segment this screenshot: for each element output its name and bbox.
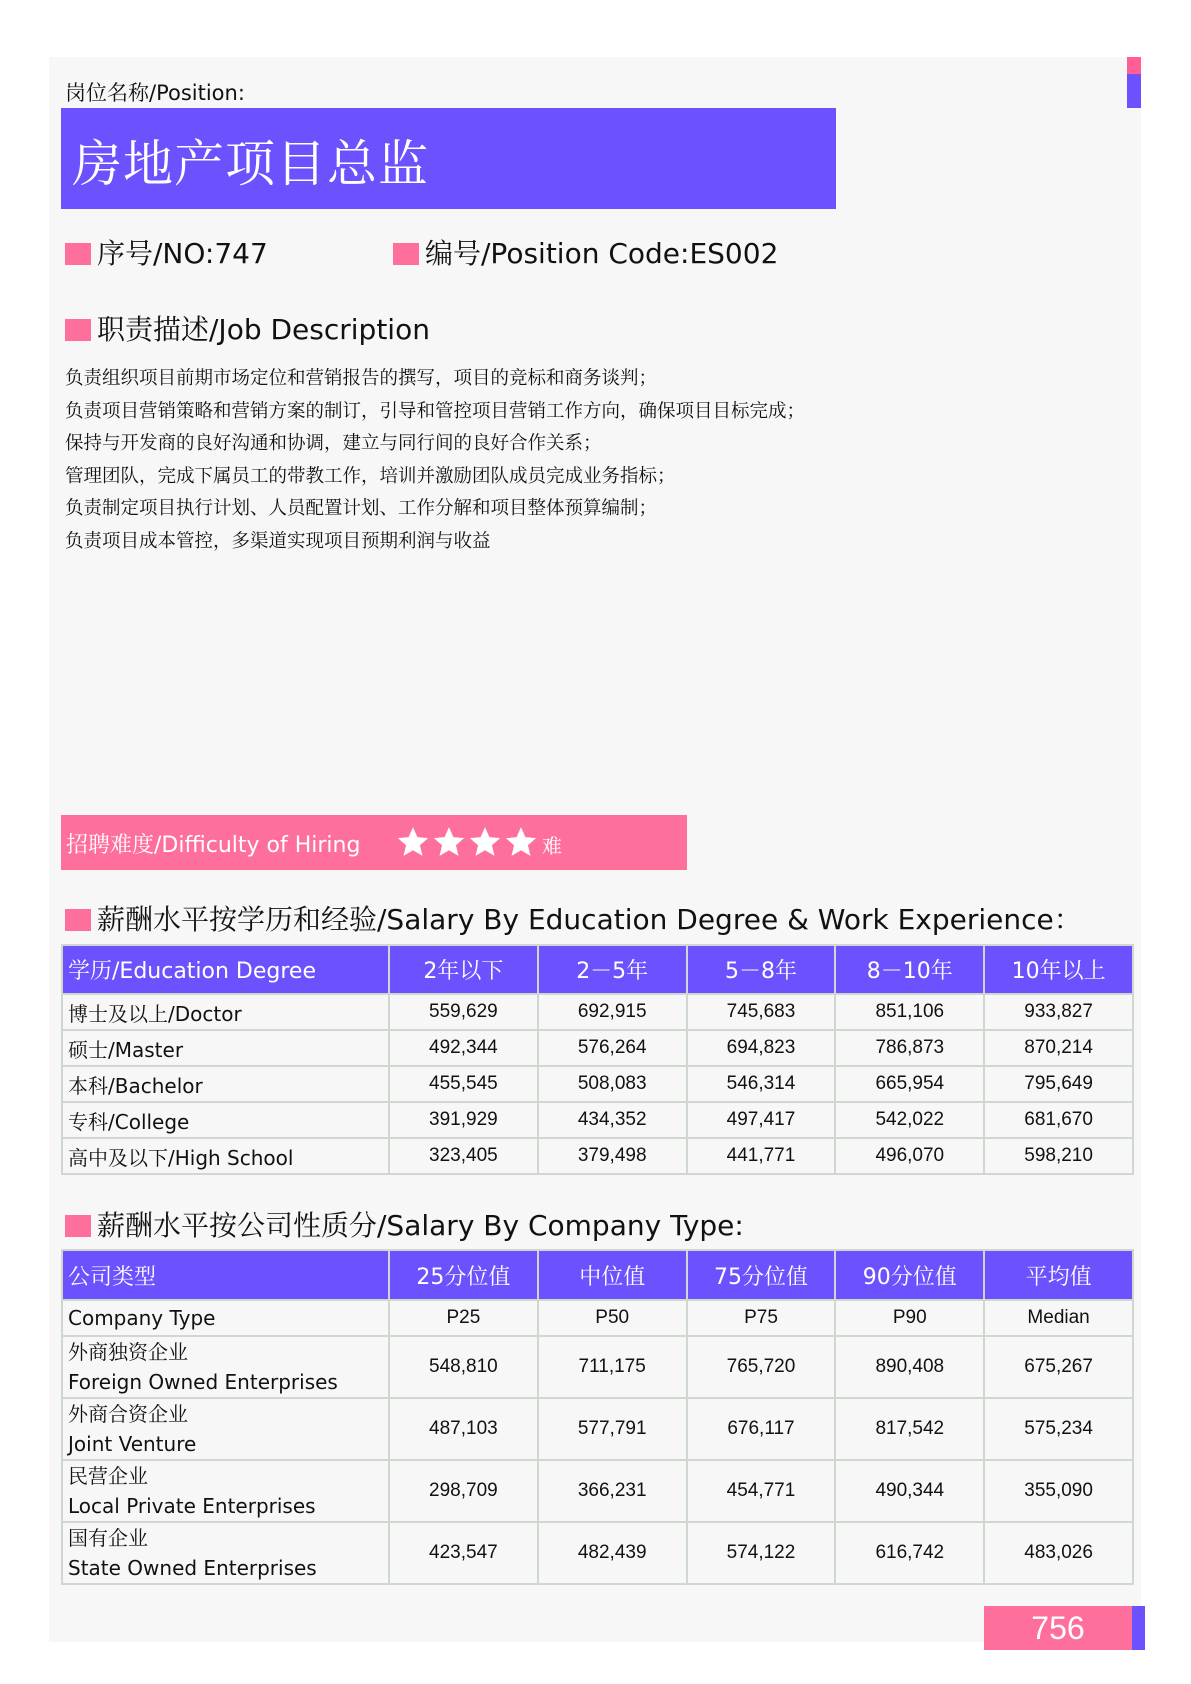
column-header: 2－5年 (538, 945, 687, 994)
row-label-cn: 国有企业 (68, 1526, 148, 1550)
row-label-cn: 外商合资企业 (68, 1402, 188, 1426)
table-cell: 542,022 (835, 1102, 984, 1138)
table-cell: 765,720 (687, 1336, 836, 1398)
row-label (62, 1398, 389, 1460)
row-label-en: Joint Venture (68, 1432, 197, 1456)
salary-company-table (61, 1249, 1134, 1585)
row-label: 本科/Bachelor (62, 1066, 389, 1102)
table-cell: P75 (687, 1300, 836, 1336)
table-cell: 508,083 (538, 1066, 687, 1102)
difficulty-label: 招聘难度/Difficulty of Hiring (66, 833, 361, 858)
corner-accent-pink (1127, 57, 1141, 74)
table-cell: 745,683 (687, 994, 836, 1030)
position-title: 房地产项目总监 (72, 135, 429, 193)
table-cell: 577,791 (538, 1398, 687, 1460)
row-label: 专科/College (62, 1102, 389, 1138)
corner-accent-blue (1127, 74, 1141, 108)
bullet-square-icon (393, 243, 419, 265)
table-row (62, 1336, 1133, 1398)
column-header: 学历/Education Degree (62, 945, 389, 994)
position-code: 编号/Position Code:ES002 (425, 237, 779, 270)
table-cell: 366,231 (538, 1460, 687, 1522)
table-cell: 616,742 (835, 1522, 984, 1584)
table-cell: 681,670 (984, 1102, 1133, 1138)
title-banner (61, 108, 836, 209)
row-label (62, 1336, 389, 1398)
difficulty-bar (61, 815, 687, 870)
table-cell: 441,771 (687, 1138, 836, 1174)
job-description-body (65, 363, 885, 559)
table-row (62, 1460, 1133, 1522)
position-code-row (393, 232, 778, 272)
column-header: 25分位值 (389, 1250, 538, 1300)
star-icon (432, 825, 466, 859)
row-label-cn: 民营企业 (68, 1464, 148, 1488)
row-label (62, 1522, 389, 1584)
table-cell: P25 (389, 1300, 538, 1336)
table-cell: 490,344 (835, 1460, 984, 1522)
table-cell: 483,026 (984, 1522, 1133, 1584)
page-number-accent (1132, 1606, 1145, 1650)
description-line: 管理团队，完成下属员工的带教工作，培训并激励团队成员完成业务指标； (65, 465, 676, 487)
table-cell: 598,210 (984, 1138, 1133, 1174)
column-header: 5－8年 (687, 945, 836, 994)
table-cell: 675,267 (984, 1336, 1133, 1398)
star-icon (504, 825, 538, 859)
salary-company-heading-text: 薪酬水平按公司性质分/Salary By Company Type: (97, 1209, 744, 1242)
table-cell: 487,103 (389, 1398, 538, 1460)
table-cell: 574,122 (687, 1522, 836, 1584)
table-cell: 455,545 (389, 1066, 538, 1102)
salary-company-heading (65, 1204, 744, 1244)
table-cell: 870,214 (984, 1030, 1133, 1066)
table-cell: P90 (835, 1300, 984, 1336)
table-cell: 454,771 (687, 1460, 836, 1522)
row-label-en: State Owned Enterprises (68, 1556, 317, 1580)
bullet-square-icon (65, 243, 91, 265)
table-cell: 795,649 (984, 1066, 1133, 1102)
row-label-cn: 外商独资企业 (68, 1340, 188, 1364)
table-cell: 482,439 (538, 1522, 687, 1584)
table-row (62, 1066, 1133, 1102)
table-header-row (62, 1250, 1133, 1300)
description-line: 负责项目营销策略和营销方案的制订，引导和管控项目营销工作方向，确保项目目标完成； (65, 400, 806, 422)
table-cell: 576,264 (538, 1030, 687, 1066)
table-cell: 379,498 (538, 1138, 687, 1174)
column-header: 90分位值 (835, 1250, 984, 1300)
table-cell: 434,352 (538, 1102, 687, 1138)
row-label: 博士及以上/Doctor (62, 994, 389, 1030)
row-label-en: Foreign Owned Enterprises (68, 1370, 338, 1394)
row-label-en: Local Private Enterprises (68, 1494, 316, 1518)
difficulty-stars (396, 822, 540, 862)
star-icon (468, 825, 502, 859)
serial-number: 序号/NO:747 (97, 237, 268, 270)
description-line: 负责组织项目前期市场定位和营销报告的撰写，项目的竞标和商务谈判； (65, 368, 658, 389)
table-cell: 323,405 (389, 1138, 538, 1174)
table-cell: Median (984, 1300, 1133, 1336)
table-cell: 298,709 (389, 1460, 538, 1522)
table-cell: 355,090 (984, 1460, 1133, 1522)
column-header: 中位值 (538, 1250, 687, 1300)
table-cell: 786,873 (835, 1030, 984, 1066)
bullet-square-icon (65, 1215, 91, 1237)
table-cell: 546,314 (687, 1066, 836, 1102)
table-cell: 496,070 (835, 1138, 984, 1174)
table-row (62, 1030, 1133, 1066)
table-cell: 890,408 (835, 1336, 984, 1398)
salary-education-heading-text: 薪酬水平按学历和经验/Salary By Education Degree & Work Experience： (97, 903, 1082, 936)
table-row (62, 1102, 1133, 1138)
table-cell: 423,547 (389, 1522, 538, 1584)
table-header-row (62, 945, 1133, 994)
table-cell: 933,827 (984, 994, 1133, 1030)
job-description-heading (65, 308, 430, 348)
description-line: 保持与开发商的良好沟通和协调，建立与同行间的良好合作关系； (65, 433, 602, 455)
column-header: 2年以下 (389, 945, 538, 994)
salary-education-table (61, 944, 1134, 1175)
table-cell: P50 (538, 1300, 687, 1336)
row-label: 硕士/Master (62, 1030, 389, 1066)
bullet-square-icon (65, 909, 91, 931)
row-label: 高中及以下/High School (62, 1138, 389, 1174)
position-label: 岗位名称/Position: (65, 81, 245, 105)
bullet-square-icon (65, 319, 91, 341)
salary-education-heading (65, 898, 1082, 938)
row-label: Company Type (62, 1300, 389, 1336)
column-header: 10年以上 (984, 945, 1133, 994)
table-cell: 497,417 (687, 1102, 836, 1138)
table-cell: 559,629 (389, 994, 538, 1030)
column-header: 8－10年 (835, 945, 984, 994)
table-row (62, 1522, 1133, 1584)
table-cell: 851,106 (835, 994, 984, 1030)
page-number: 756 (984, 1606, 1132, 1650)
difficulty-level: 难 (542, 834, 562, 858)
table-row (62, 1138, 1133, 1174)
table-row (62, 1398, 1133, 1460)
column-header: 75分位值 (687, 1250, 836, 1300)
description-line: 负责制定项目执行计划、人员配置计划、工作分解和项目整体预算编制； (65, 498, 658, 520)
serial-number-row (65, 232, 268, 272)
row-label (62, 1460, 389, 1522)
table-cell: 694,823 (687, 1030, 836, 1066)
table-cell: 391,929 (389, 1102, 538, 1138)
table-subheader-row (62, 1300, 1133, 1336)
table-row (62, 994, 1133, 1030)
table-cell: 492,344 (389, 1030, 538, 1066)
table-cell: 548,810 (389, 1336, 538, 1398)
star-icon (396, 825, 430, 859)
table-cell: 665,954 (835, 1066, 984, 1102)
column-header: 公司类型 (62, 1250, 389, 1300)
table-cell: 575,234 (984, 1398, 1133, 1460)
table-cell: 692,915 (538, 994, 687, 1030)
table-cell: 676,117 (687, 1398, 836, 1460)
column-header: 平均值 (984, 1250, 1133, 1300)
job-description-heading-text: 职责描述/Job Description (97, 313, 430, 346)
description-line: 负责项目成本管控，多渠道实现项目预期利润与收益 (65, 530, 491, 552)
table-cell: 817,542 (835, 1398, 984, 1460)
table-cell: 711,175 (538, 1336, 687, 1398)
